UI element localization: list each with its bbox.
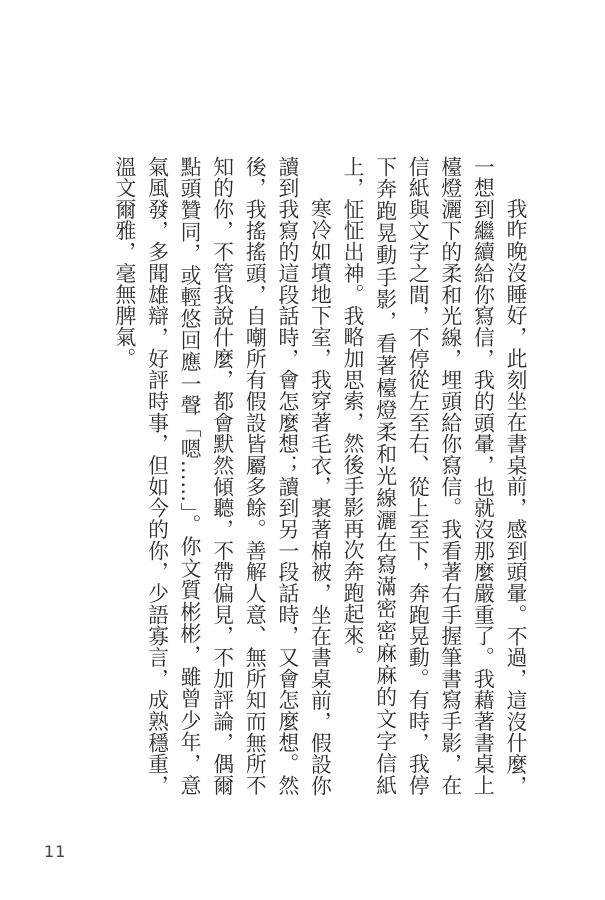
paragraph-2: 寒冷如墳地下室，我穿著毛衣，裹著棉被，坐在書桌前，假設你讀到我寫的這段話時，會怎麼想；讀到另一段話時，又會怎麼想。然後，我搖搖頭，自嘲所有假設皆屬多餘。善解人意、無所知而無所不知的你，不管我說什麼，都會默然傾聽，不帶偏見，不加評論，偶爾點頭贊同，或輕悠回應一聲「嗯……」。你文質彬彬，雖曾少年，意氣風發，多聞雄辯，好評時事，但如今的你，少語寡言，成熟穩重，溫文爾雅，毫無脾氣。 [111, 156, 332, 796]
page-number: 11 [44, 842, 67, 861]
paragraph-1: 我昨晚沒睡好，此刻坐在書桌前，感到頭暈。不過，這沒什麼，一想到繼續給你寫信，我的頭暈，也就沒那麼嚴重了。我藉著書桌上檯燈灑下的柔和光線，埋頭給你寫信。我看著右手握筆書寫手影，在信紙與文字之間，不停從左至右、從上至下，奔跑晃動。有時，我停下奔跑晃動手影，看著檯燈柔和光線灑在寫滿密密麻麻的文字信紙上，怔怔出神。我略加思索，然後手影再次奔跑起來。 [340, 156, 527, 796]
vertical-text-body [107, 156, 531, 796]
